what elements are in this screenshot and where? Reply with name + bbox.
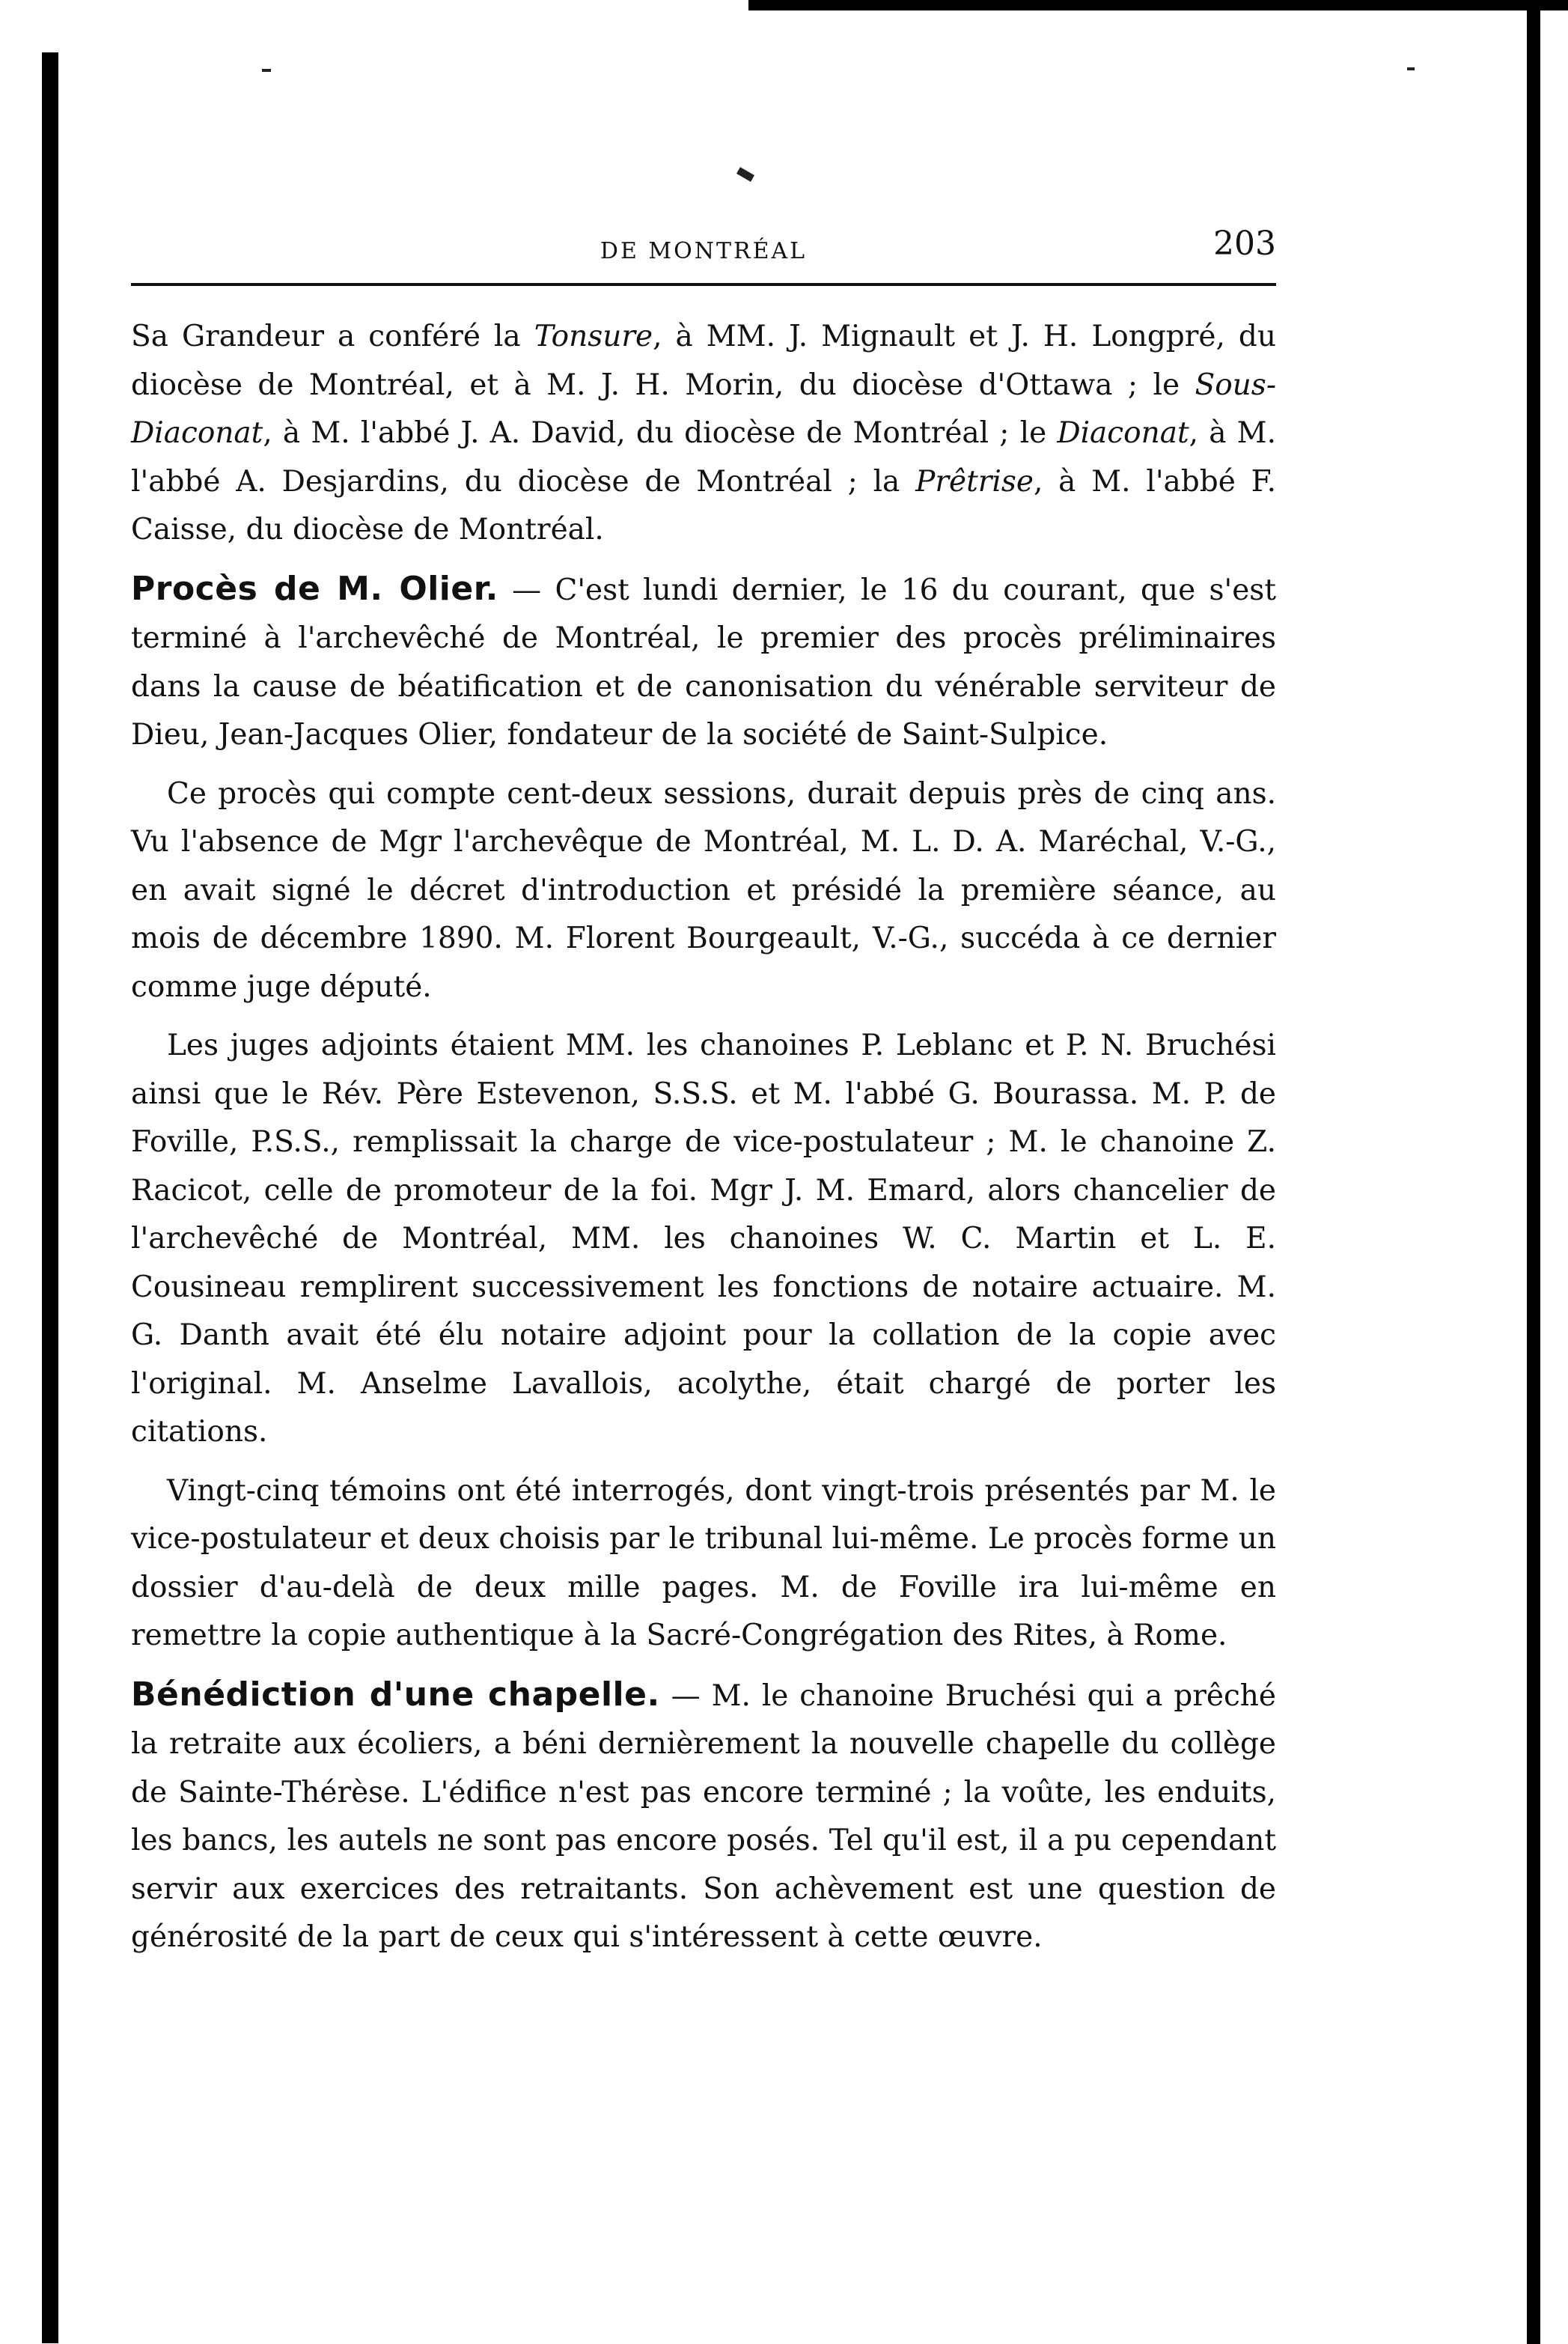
paragraph	[131, 313, 1276, 555]
section-heading: Bénédiction d'une chapelle.	[131, 1675, 660, 1714]
italic-term: Diaconat	[1057, 416, 1189, 450]
text-run: Les juges adjoints étaient MM. les chanoines P. Leblanc et P. N. Bruchési ainsi que le Rév. Père Estevenon, S.S.S. et M. l'abbé G. Bourassa. M. P. de Foville, P.S.S., remplissait la charge de vice-postulateur ; M. le chanoine Z. Racicot, celle de promoteur de la foi. Mgr J. M. Emard, alors chancelier de l'archevêché de Montréal, MM. les chanoines W. C. Martin et L. E. Cousineau remplirent successivement les fonctions de notaire actuaire. M. G. Danth avait été élu notaire adjoint pour la collation de la copie avec l'original. M. Anselme Lavallois, acolythe, était chargé de porter les citations.	[131, 1029, 1276, 1449]
scan-border-left	[42, 52, 58, 2343]
italic-term: Prêtrise	[915, 464, 1034, 499]
paragraph	[131, 565, 1276, 760]
paragraph	[131, 1022, 1276, 1457]
italic-term: Tonsure	[534, 320, 653, 353]
scan-speck	[1407, 67, 1415, 70]
text-run: Sa Grandeur a conféré la	[131, 320, 534, 353]
running-head	[131, 225, 1276, 270]
body-text	[131, 313, 1276, 1962]
paragraph	[131, 770, 1276, 1012]
section-heading: Procès de M. Olier.	[131, 569, 498, 608]
paragraph	[131, 1467, 1276, 1660]
header-rule	[131, 283, 1276, 286]
text-run: — M. le chanoine Bruchési qui a prêché la retraite aux écoliers, a béni dernièrement la nouvelle chapelle du collège de Sainte-Thérèse. L'édifice n'est pas encore terminé ; la voûte, les enduits, les bancs, les autels ne sont pas encore posés. Tel qu'il est, il a pu cependant servir aux exercices des retraitants. Son achèvement est une question de générosité de la part de ceux qui s'intéressent à cette œuvre.	[131, 1678, 1277, 1954]
paragraph	[131, 1671, 1276, 1962]
text-run: Ce procès qui compte cent-deux sessions, durait depuis près de cinq ans. Vu l'absence de Mgr l'archevêque de Montréal, M. L. D. A. Maréchal, V.-G., en avait signé le décret d'introduction et présidé la première séance, au mois de décembre 1890. M. Florent Bourgeault, V.-G., succéda à ce dernier comme juge député.	[131, 776, 1276, 1004]
page-number: 203	[1213, 225, 1276, 263]
scan-speck	[262, 69, 271, 72]
book-page	[131, 225, 1276, 1973]
text-run: , à M. l'abbé J. A. David, du diocèse de Montréal ; le	[263, 416, 1058, 450]
text-run: , à MM. J. Mignault et J. H. Longpré, du diocèse de Montréal, et à M. J. H. Morin, du diocèse d'Ottawa ; le	[131, 320, 1276, 402]
text-run: — C'est lundi dernier, le 16 du courant, que s'est terminé à l'archevêché de Montréal, le premier des procès préliminaires dans la cause de béatification et de canonisation du vénérable serviteur de Dieu, Jean-Jacques Olier, fondateur de la société de Saint-Sulpice.	[131, 573, 1276, 752]
scan-speck	[736, 167, 754, 182]
running-title: DE MONTRÉAL	[600, 238, 808, 264]
text-run: , à M. l'abbé A. Desjardins, du diocèse de Montréal ; la	[131, 416, 1276, 499]
scan-border-right	[1527, 0, 1540, 2344]
text-run: , à M. l'abbé F. Caisse, du diocèse de Montréal.	[131, 464, 1277, 547]
text-run: Vingt-cinq témoins ont été interrogés, dont vingt-trois présentés par M. le vice-postulateur et deux choisis par le tribunal lui-même. Le procès forme un dossier d'au-delà de deux mille pages. M. de Foville ira lui-même en remettre la copie authentique à la Sacré-Congrégation des Rites, à Rome.	[131, 1473, 1276, 1652]
scan-border-top	[748, 0, 1568, 10]
italic-term: Sous-Diaconat	[131, 368, 1276, 450]
